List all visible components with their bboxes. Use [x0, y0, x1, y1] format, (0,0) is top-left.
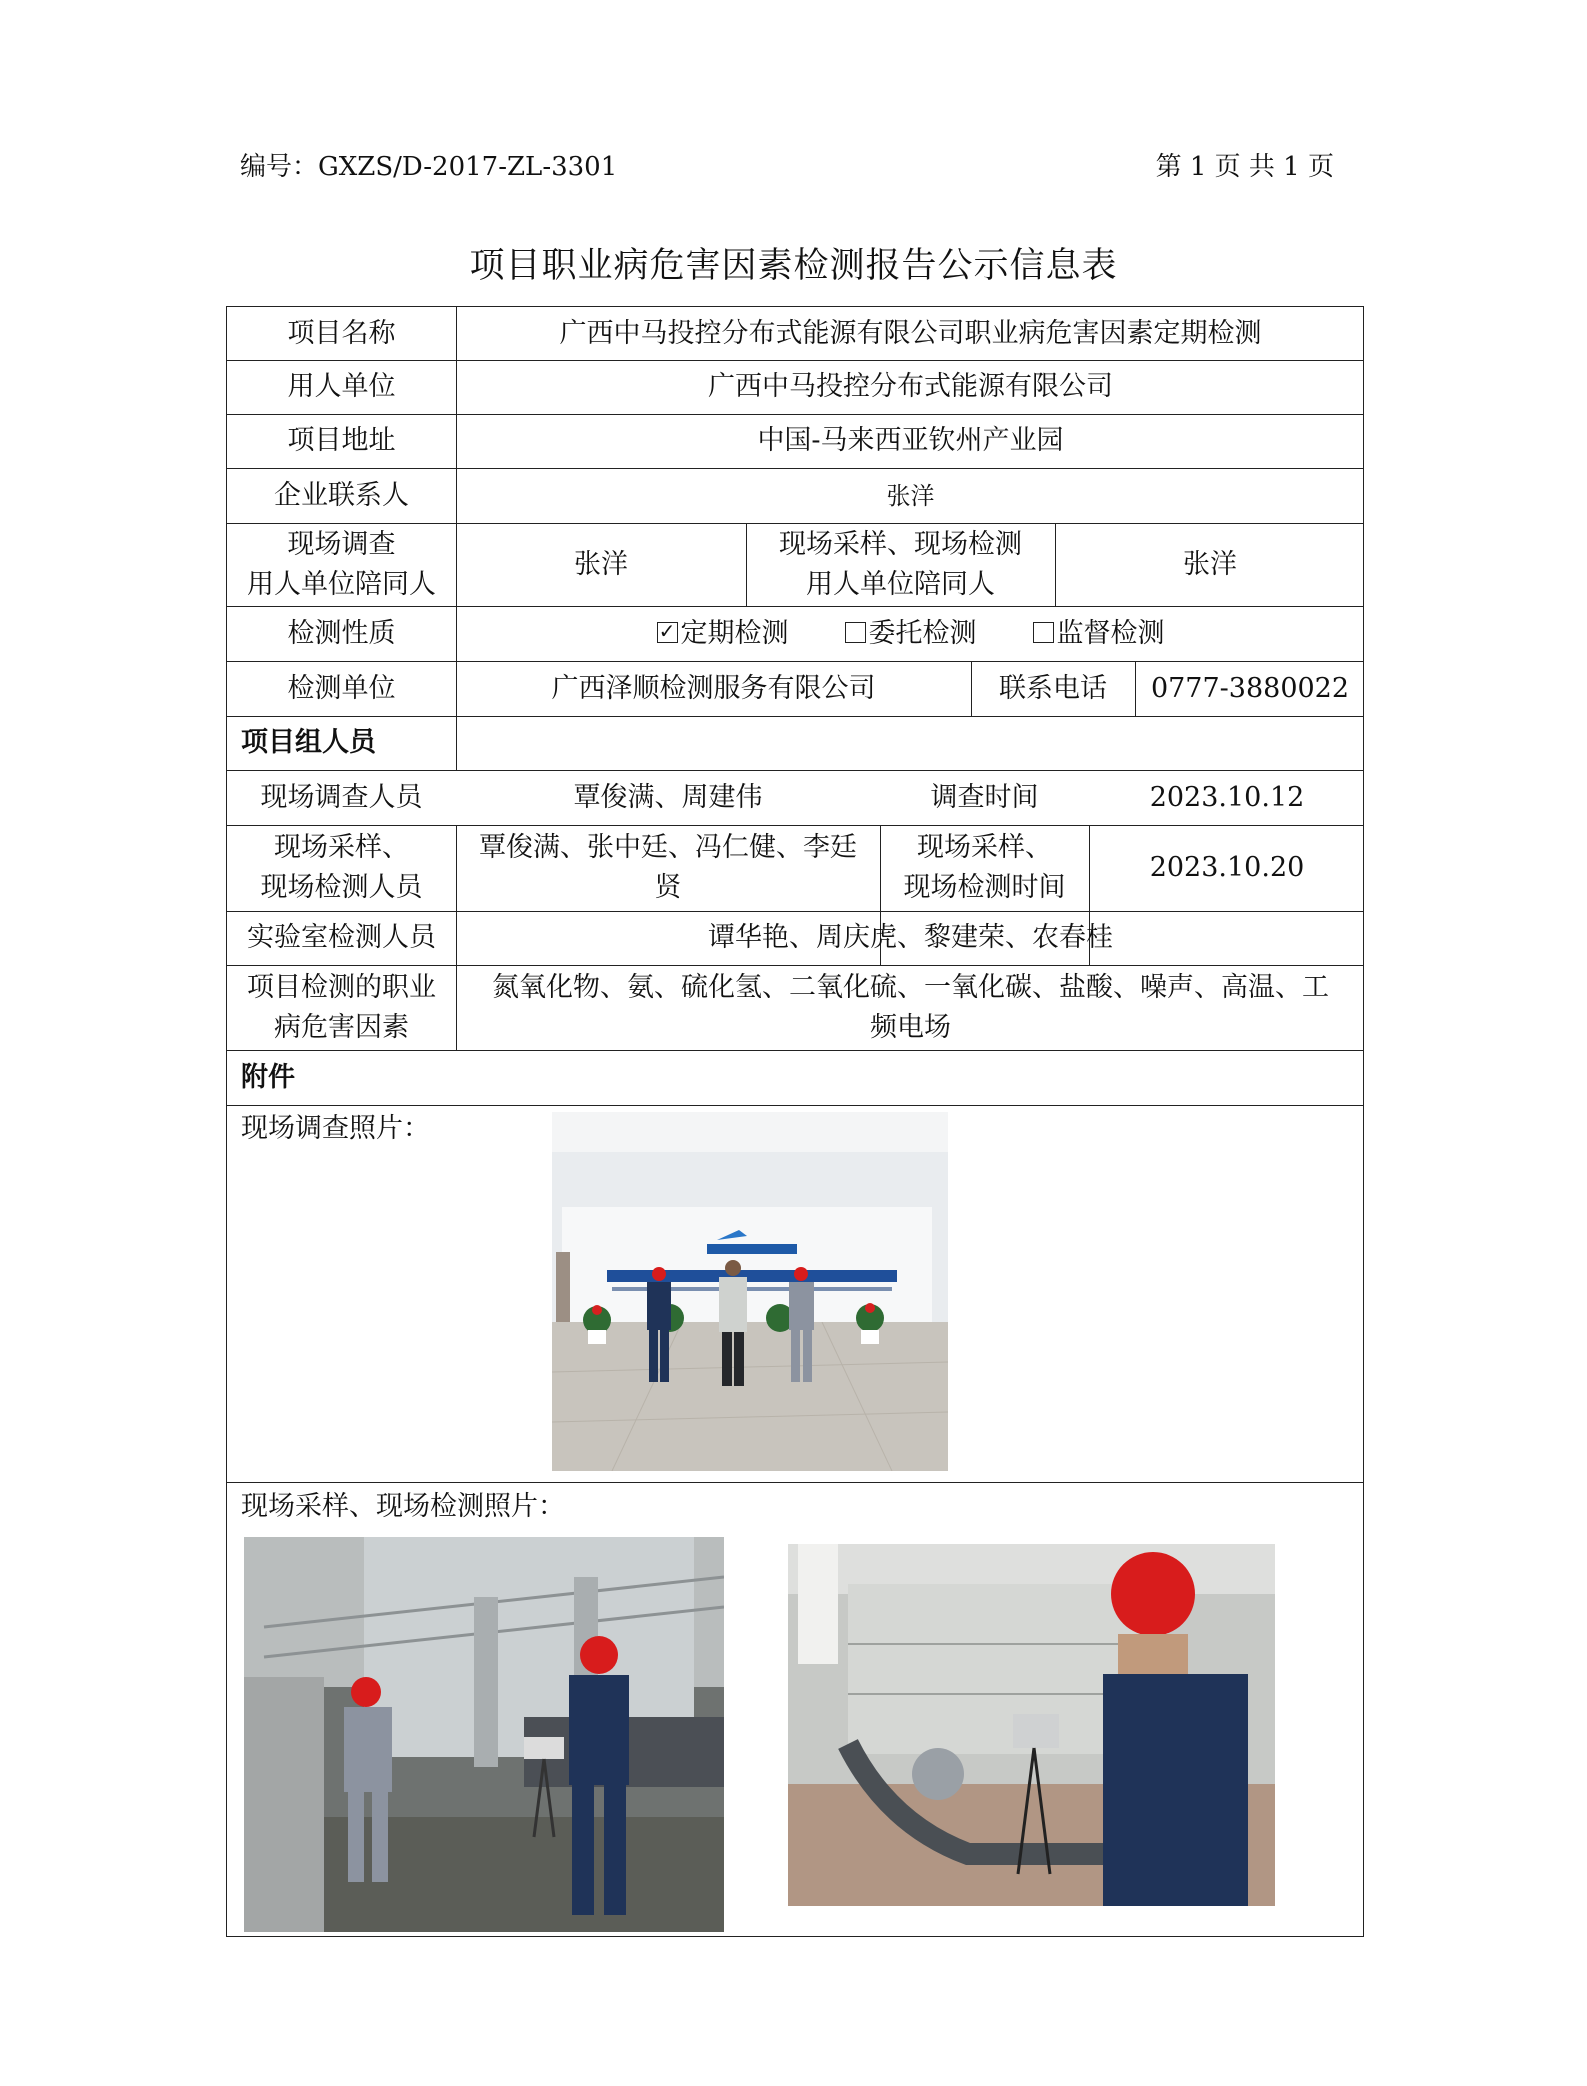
sampling-staff-label [227, 825, 456, 911]
phone-label: 联系电话 [999, 672, 1107, 704]
sampling-time-value: 2023.10.20 [1149, 852, 1305, 883]
option-supervisory-label: 监督检测 [1056, 617, 1165, 649]
survey-escort-label-line1: 现场调查 [287, 528, 396, 560]
project-name-value: 广西中马投控分布式能源有限公司职业病危害因素定期检测 [559, 317, 1262, 349]
survey-photo [552, 1112, 948, 1471]
sampling-staff-line1: 覃俊满、张中廷、冯仁健、李廷 [479, 832, 857, 863]
survey-escort-value: 张洋 [574, 548, 628, 580]
survey-time-label: 调查时间 [930, 781, 1039, 813]
option-commissioned [845, 614, 977, 654]
sampling-time-label-line2: 现场检测时间 [903, 872, 1066, 903]
contact-label: 企业联系人 [274, 479, 409, 511]
sampling-escort-value: 张洋 [1183, 548, 1237, 580]
lab-staff-label: 实验室检测人员 [247, 922, 436, 953]
address-value: 中国-马来西亚钦州产业园 [757, 425, 1064, 456]
option-periodic-label: 定期检测 [680, 617, 789, 649]
sampling-escort-label [746, 523, 1055, 606]
team-section-title: 项目组人员 [241, 727, 376, 758]
hazards-line1: 氮氧化物、氨、硫化氢、二氧化硫、一氧化碳、盐酸、噪声、高温、工 [492, 971, 1329, 1003]
checkbox-checked-icon: ✓ [657, 622, 678, 643]
hazards-label [227, 965, 456, 1050]
hazards-value [456, 965, 1365, 1050]
option-supervisory [1033, 614, 1165, 654]
option-periodic [657, 614, 789, 654]
survey-staff-value: 覃俊满、周建伟 [573, 781, 763, 813]
sampling-staff-line2: 贤 [654, 872, 682, 903]
sampling-escort-label-line1: 现场采样、现场检测 [779, 528, 1022, 560]
sampling-time-label-line1: 现场采样、 [917, 832, 1052, 863]
attachments-section-title: 附件 [241, 1061, 295, 1093]
employer-value: 广西中马投控分布式能源有限公司 [708, 371, 1113, 402]
checkbox-empty-icon [845, 622, 866, 643]
phone-value: 0777-3880022 [1150, 672, 1350, 704]
option-commissioned-label: 委托检测 [868, 617, 977, 649]
sampling-staff-label-line1: 现场采样、 [274, 832, 409, 863]
hazards-label-line2: 病危害因素 [274, 1011, 409, 1043]
sampling-photo-2 [788, 1544, 1275, 1906]
nature-options [456, 606, 1365, 661]
survey-escort-label [227, 523, 456, 606]
document-number: 编号：GXZS/D-2017-ZL-3301 [240, 152, 618, 182]
sampling-staff-label-line2: 现场检测人员 [260, 872, 423, 903]
checkbox-empty-icon [1033, 622, 1054, 643]
survey-escort-label-line2: 用人单位陪同人 [247, 568, 436, 600]
project-name-label: 项目名称 [287, 317, 396, 349]
sampling-staff-value [456, 825, 880, 911]
sampling-time-label [880, 825, 1089, 911]
survey-photo-label: 现场调查照片： [241, 1113, 430, 1144]
hazards-line2: 频电场 [870, 1011, 951, 1043]
sampling-photo-label: 现场采样、现场检测照片： [241, 1491, 565, 1522]
hazards-label-line1: 项目检测的职业 [247, 971, 436, 1003]
nature-label: 检测性质 [287, 617, 396, 649]
page-title: 项目职业病危害因素检测报告公示信息表 [469, 246, 1118, 286]
contact-value: 张洋 [886, 481, 935, 510]
info-table [226, 306, 1364, 1937]
sampling-escort-label-line2: 用人单位陪同人 [806, 568, 995, 600]
org-value: 广西泽顺检测服务有限公司 [551, 672, 876, 704]
page-info: 第 1 页 共 1 页 [1155, 152, 1334, 182]
lab-staff-value: 谭华艳、周庆虎、黎建荣、农春桂 [708, 922, 1113, 953]
org-label: 检测单位 [287, 672, 396, 704]
sampling-photo-1 [244, 1537, 724, 1932]
survey-time-value: 2023.10.12 [1149, 781, 1305, 813]
address-label: 项目地址 [287, 425, 396, 456]
employer-label: 用人单位 [287, 371, 396, 402]
survey-staff-label: 现场调查人员 [260, 781, 423, 813]
